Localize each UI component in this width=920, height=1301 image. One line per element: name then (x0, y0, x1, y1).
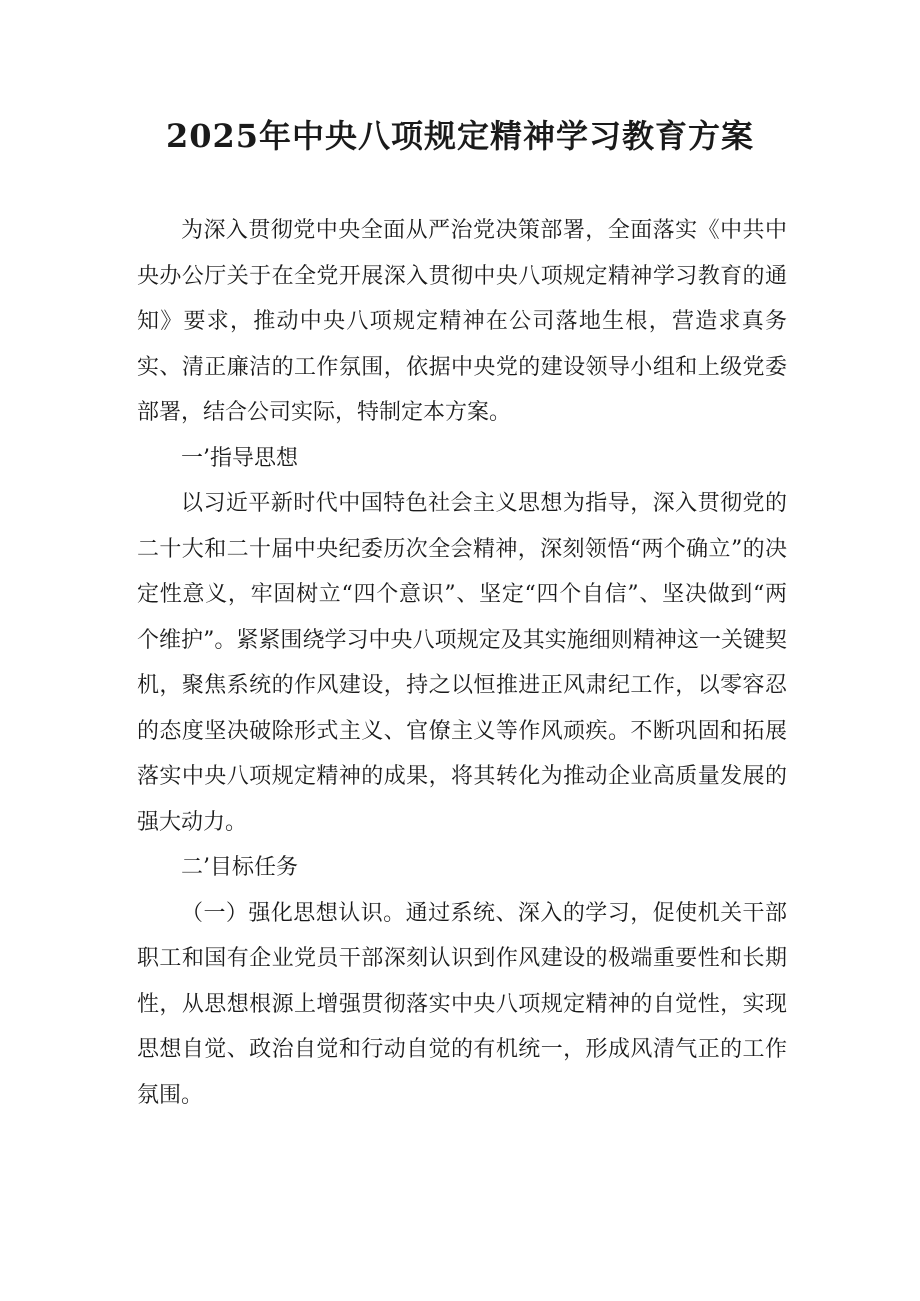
section-heading-guiding-ideology: 一’指导思想 (181, 445, 298, 471)
section-heading-goals-tasks: 二’目标任务 (181, 855, 298, 880)
intro-paragraph: 为深入贯彻党中央全面从严治党决策部署，全面落实《中共中央办公厅关于在全党开展深入贯彻中央八项规定精神学习教育的通知》要求，推动中央八项规定精神在公司落地生根，营造求真务实、清正廉洁的工作氛围，依据中央党的建设领导小组和上级党委部署，结合公司实际，特制定本方案。 (137, 218, 787, 425)
document-body (137, 208, 787, 1118)
goals-tasks-paragraph: （一）强化思想认识。通过系统、深入的学习，促使机关干部职工和国有企业党员干部深刻认识到作风建设的极端重要性和长期性，从思想根源上增强贯彻落实中央八项规定精神的自觉性，实现思想自觉、政治自觉和行动自觉的有机统一，形成风清气正的工作氛围。 (137, 900, 787, 1108)
guiding-ideology-paragraph: 以习近平新时代中国特色社会主义思想为指导，深入贯彻党的二十大和二十届中央纪委历次全会精神，深刻领悟“两个确立”的决定性意义，牢固树立“四个意识”、坚定“四个自信”、坚决做到“两个维护”。紧紧围绕学习中央八项规定及其实施细则精神这一关键契机，聚焦系统的作风建设，持之以恒推进正风肃纪工作，以零容忍的态度坚决破除形式主义、官僚主义等作风顽疾。不断巩固和拓展落实中央八项规定精神的成果，将其转化为推动企业高质量发展的强大动力。 (137, 491, 787, 835)
document-title: 2025年中央八项规定精神学习教育方案 (165, 117, 755, 155)
